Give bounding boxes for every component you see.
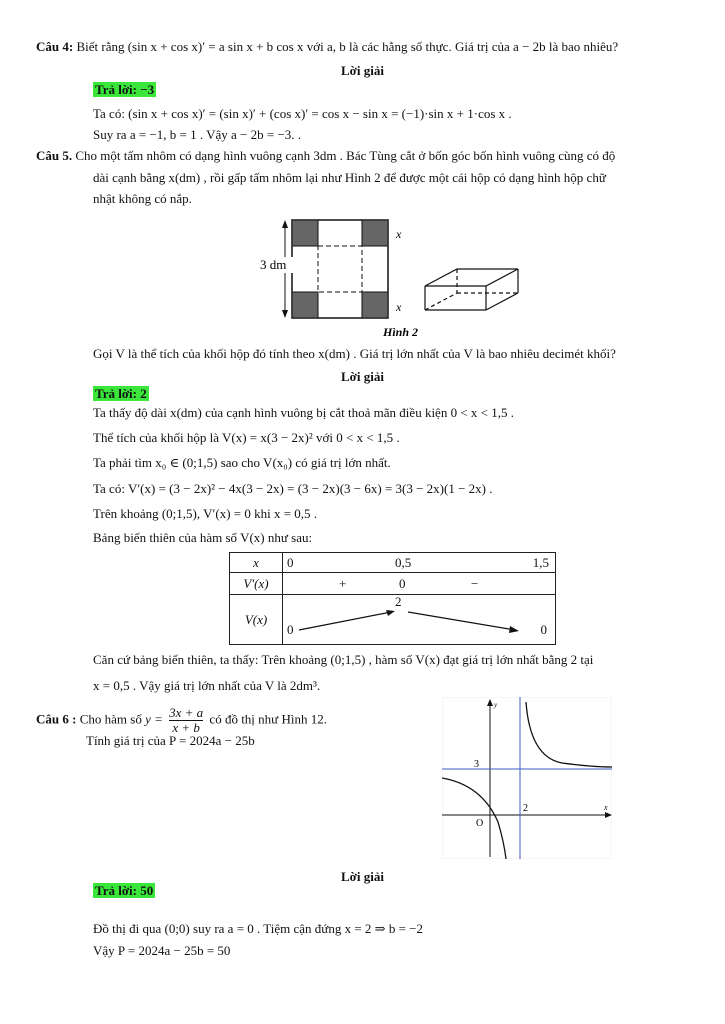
derivative-sign-positive: + — [339, 576, 347, 591]
derivative-zero: 0 — [399, 576, 406, 591]
variation-table — [229, 552, 556, 645]
q5-solution-heading: Lời giải — [341, 369, 384, 384]
open-box — [425, 269, 518, 310]
q5-text-2: dài cạnh bằng x(dm) , rồi gấp tấm nhôm lại như Hình 2 để được một cái hộp có dạng hình hộp chữ — [93, 170, 606, 185]
q5-conclusion-2: x = 0,5 . Vậy giá trị lớn nhất của V là 2dm³. — [93, 678, 321, 693]
cut-corner-top-left — [292, 220, 318, 246]
y-axis-label: y — [494, 701, 498, 709]
q6-statement — [36, 706, 327, 735]
q6-solution-heading: Lời giải — [341, 869, 384, 884]
fold-lines — [318, 246, 362, 292]
q4-line-2: Suy ra a = −1, b = 1 . Vậy a − 2b = −3. . — [93, 127, 302, 142]
variation-arrows — [283, 596, 555, 644]
q5-line-4: Ta có: V′(x) = (3 − 2x)² − 4x(3 − 2x) = (3 − 2x)(3 − 6x) = 3(3 − 2x)(1 − 2x) . — [93, 481, 493, 496]
q4-line-1: Ta có: (sin x + cos x)′ = (sin x)′ + (cos x)′ = cos x − sin x = (−1)·sin x + 1·cos x . — [93, 106, 512, 121]
q5-text-1: Cho một tấm nhôm có dạng hình vuông cạnh 3dm . Bác Tùng cắt ở bốn góc bốn hình vuông cùng có độ — [75, 148, 616, 163]
q6-line-1: Đồ thị đi qua (0;0) suy ra a = 0 . Tiệm cận đứng x = 2 ⇒ b = −2 — [93, 921, 423, 936]
arrow-decrease — [408, 612, 515, 630]
q6-answer-badge: Trả lời: 50 — [95, 883, 154, 898]
figure-caption: Hình 2 — [383, 325, 419, 339]
x-mid: 0,5 — [395, 555, 412, 570]
v-asymptote-label: 2 — [523, 803, 528, 814]
q4-solution-heading: Lời giải — [341, 63, 384, 78]
table-header-derivative: V′(x) — [230, 573, 283, 595]
h-asymptote-label: 3 — [474, 759, 479, 770]
table-header-x: x — [230, 553, 283, 573]
q5-line-1: Ta thấy độ dài x(dm) của cạnh hình vuông bị cắt thoả mãn điều kiện 0 < x < 1,5 . — [93, 405, 514, 420]
q5-conclusion-1: Căn cứ bảng biến thiên, ta thấy: Trên khoảng (0;1,5) , hàm số V(x) đạt giá trị lớn nhất bằng 2 tại — [93, 652, 594, 667]
q5-question: Gọi V là thể tích của khối hộp đó tính theo x(dm) . Giá trị lớn nhất của V là bao nhiêu decimét khối? — [93, 346, 616, 361]
q4-label: Câu 4: — [36, 39, 74, 54]
derivative-sign-negative: − — [471, 576, 479, 591]
x-label-bottom: x — [396, 300, 402, 314]
table-header-function: V(x) — [230, 595, 283, 645]
q5-text-3: nhật không có nắp. — [93, 191, 192, 206]
v-start: 0 — [287, 622, 294, 637]
v-end: 0 — [540, 622, 547, 637]
x-start: 0 — [287, 555, 294, 570]
v-max: 2 — [395, 594, 402, 609]
q4-text: Biết rằng (sin x + cos x)′ = a sin x + b cos x với a, b là các hằng số thực. Giá trị của a − 2b là bao nhiêu? — [76, 39, 619, 54]
q6-func-numerator: 3x + a — [169, 705, 204, 720]
q6-graph — [442, 697, 612, 859]
x-label-top: x — [396, 227, 402, 241]
q6-fraction — [169, 706, 203, 735]
q5-line-5: Trên khoảng (0;1,5), V′(x) = 0 khi x = 0,5 . — [93, 506, 318, 521]
q6-func-y: y = — [145, 711, 163, 727]
table-row-derivative — [230, 573, 556, 595]
cut-corner-bottom-left — [292, 292, 318, 318]
q6-text-after: có đồ thị như Hình 12. — [209, 711, 327, 727]
q5-answer-badge: Trả lời: 2 — [95, 386, 147, 401]
q4-answer-badge: Trả lời: −3 — [95, 82, 155, 97]
q5-label: Câu 5. — [36, 148, 73, 163]
arrow-up-icon — [282, 220, 288, 228]
q6-line-2: Vậy P = 2024a − 25b = 50 — [93, 943, 231, 958]
q5-statement — [36, 148, 615, 164]
q6-label: Câu 6 : — [36, 711, 77, 727]
figure-hinh-2 — [250, 212, 530, 342]
table-row-x — [230, 553, 556, 573]
x-axis-label: x — [604, 803, 608, 812]
arrow-down-right-icon — [509, 626, 519, 633]
x-end: 1,5 — [532, 555, 549, 570]
q6-text: Cho hàm số — [79, 711, 142, 727]
arrow-up-right-icon — [386, 610, 395, 616]
table-row-function — [230, 595, 556, 645]
q6-func-denominator: x + b — [172, 720, 200, 735]
cut-corner-bottom-right — [362, 292, 388, 318]
q6-question: Tính giá trị của P = 2024a − 25b — [86, 733, 255, 748]
cut-corner-top-right — [362, 220, 388, 246]
q4-statement — [36, 39, 618, 55]
arrow-increase — [299, 612, 391, 630]
q5-line-6: Bảng biến thiên của hàm số V(x) như sau: — [93, 530, 313, 545]
q5-line-2: Thể tích của khối hộp là V(x) = x(3 − 2x)² với 0 < x < 1,5 . — [93, 430, 400, 445]
side-label: 3 dm — [260, 257, 287, 272]
q5-line-3: Ta phải tìm x₀ ∈ (0;1,5) sao cho V(x₀) có giá trị lớn nhất. — [93, 455, 391, 470]
arrow-down-icon — [282, 310, 288, 318]
origin-label: O — [476, 818, 484, 829]
